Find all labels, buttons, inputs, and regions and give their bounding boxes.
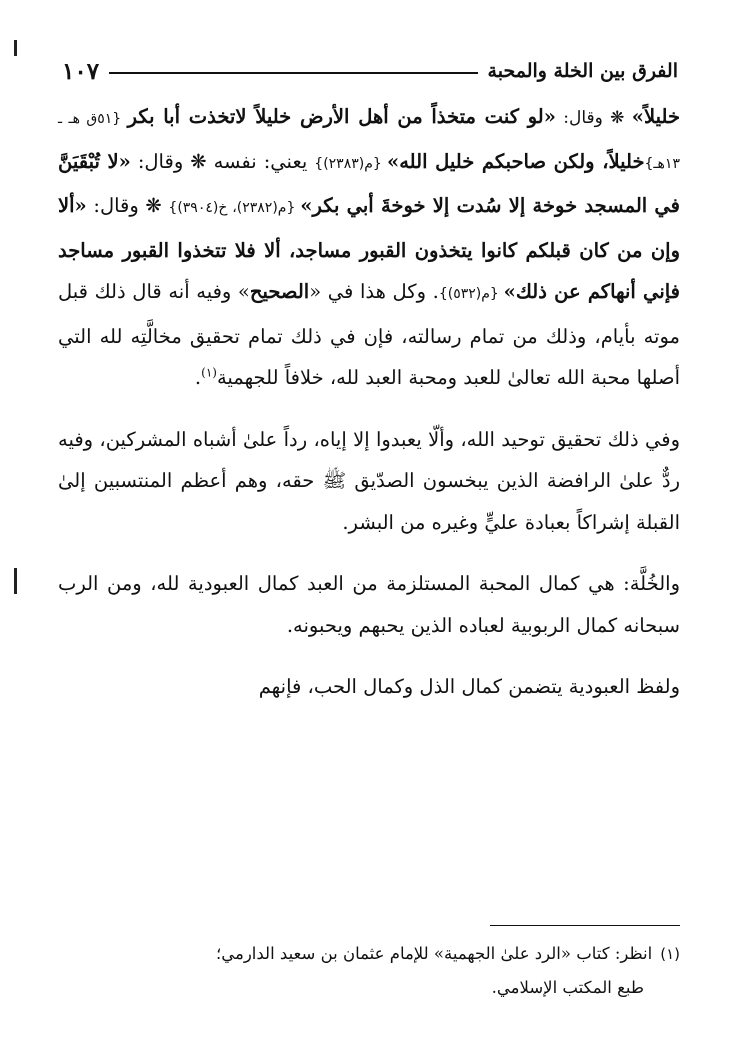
hadith-quote: «ألا وإن من كان قبلكم كانوا يتخذون القبور مساجد، ألا فلا تتخذوا القبور مساجد فإني أنهاكم عن ذلك» [58, 194, 681, 303]
text-bold: خليلاً» [631, 105, 680, 128]
text-normal: ❋ وقال: [555, 108, 632, 128]
hadith-quote: «لا تُبْقَيَنَّ في المسجد خوخة إلا سُدت إلا خوخةَ أبي بكر» [58, 149, 681, 217]
hadith-quote: «لو كنت متخذاً من أهل الأرض خليلاً لاتخذت أبا بكر [127, 105, 556, 128]
text-normal: ❋ وقال: [86, 194, 169, 217]
footnote-divider [490, 925, 680, 926]
paragraph-2: وفي ذلك تحقيق توحيد الله، وألّا يعبدوا إلا إياه، رداً علىٰ أشباه المشركين، وفيه ردٌّ علىٰ الرافضة الذين يبخسون الصدّيق ﷺ حقه، وهم أعظم المنتسبين إلىٰ القبلة إشراكاً بعبادة عليٍّ وغيره من البشر. [58, 427, 680, 534]
footnote-text: انظر: كتاب «الرد علىٰ الجهمية» للإمام عثمان بن سعيد الدارمي؛ [216, 944, 653, 963]
hadith-reference: {م(٥٣٢)} [438, 286, 504, 302]
hadith-quote: خليلاً، ولكن صاحبكم خليل الله» [387, 149, 645, 173]
date-reference: {٥١ق هـ ـ ١٣هـ} [58, 111, 680, 172]
paragraph-1 [58, 96, 680, 399]
footnote-marker: (١) [201, 365, 217, 380]
hadith-reference: {م(٢٣٨٣)} [314, 155, 388, 172]
scan-edge-mark [14, 40, 17, 56]
paragraph-4: ولفظ العبودية يتضمن كمال الذل وكمال الحب، فإنهم [258, 675, 680, 698]
footnote-number: (١) [660, 945, 680, 963]
footnote-1 [58, 937, 680, 971]
page-body [58, 96, 680, 708]
paragraph-3: والخُلَّة: هي كمال المحبة المستلزمة من العبد كمال العبودية لله، ومن الرب سبحانه كمال الربوبية لعباده الذين يحبهم ويحبونه. [58, 572, 680, 637]
scan-edge-mark [14, 568, 17, 594]
header-rule [109, 72, 477, 74]
text-normal: . وكل هذا في « [309, 280, 439, 303]
text-normal: » وفيه أنه قال ذلك قبل موته بأيام، وذلك من تمام رسالته، فإن في ذلك تمام تحقيق مخالَّتِه لله التي أصلها محبة الله تعالىٰ للعبد ومحبة العبد لله، خلافاً للجهمية [58, 280, 680, 389]
running-header [62, 54, 678, 88]
header-title: الفرق بين الخلة والمحبة [487, 60, 678, 82]
page-number: ١٠٧ [62, 57, 100, 85]
footnotes [58, 937, 680, 1004]
text-normal: يعني: نفسه ❋ وقال: [130, 149, 315, 173]
hadith-reference: {م(٢٣٨٢)، خ(٣٩٠٤)} [168, 200, 301, 216]
footnote-1-continuation: طبع المكتب الإسلامي. [491, 978, 644, 997]
text-normal: . [194, 366, 202, 389]
book-title: الصحيح [249, 280, 310, 303]
